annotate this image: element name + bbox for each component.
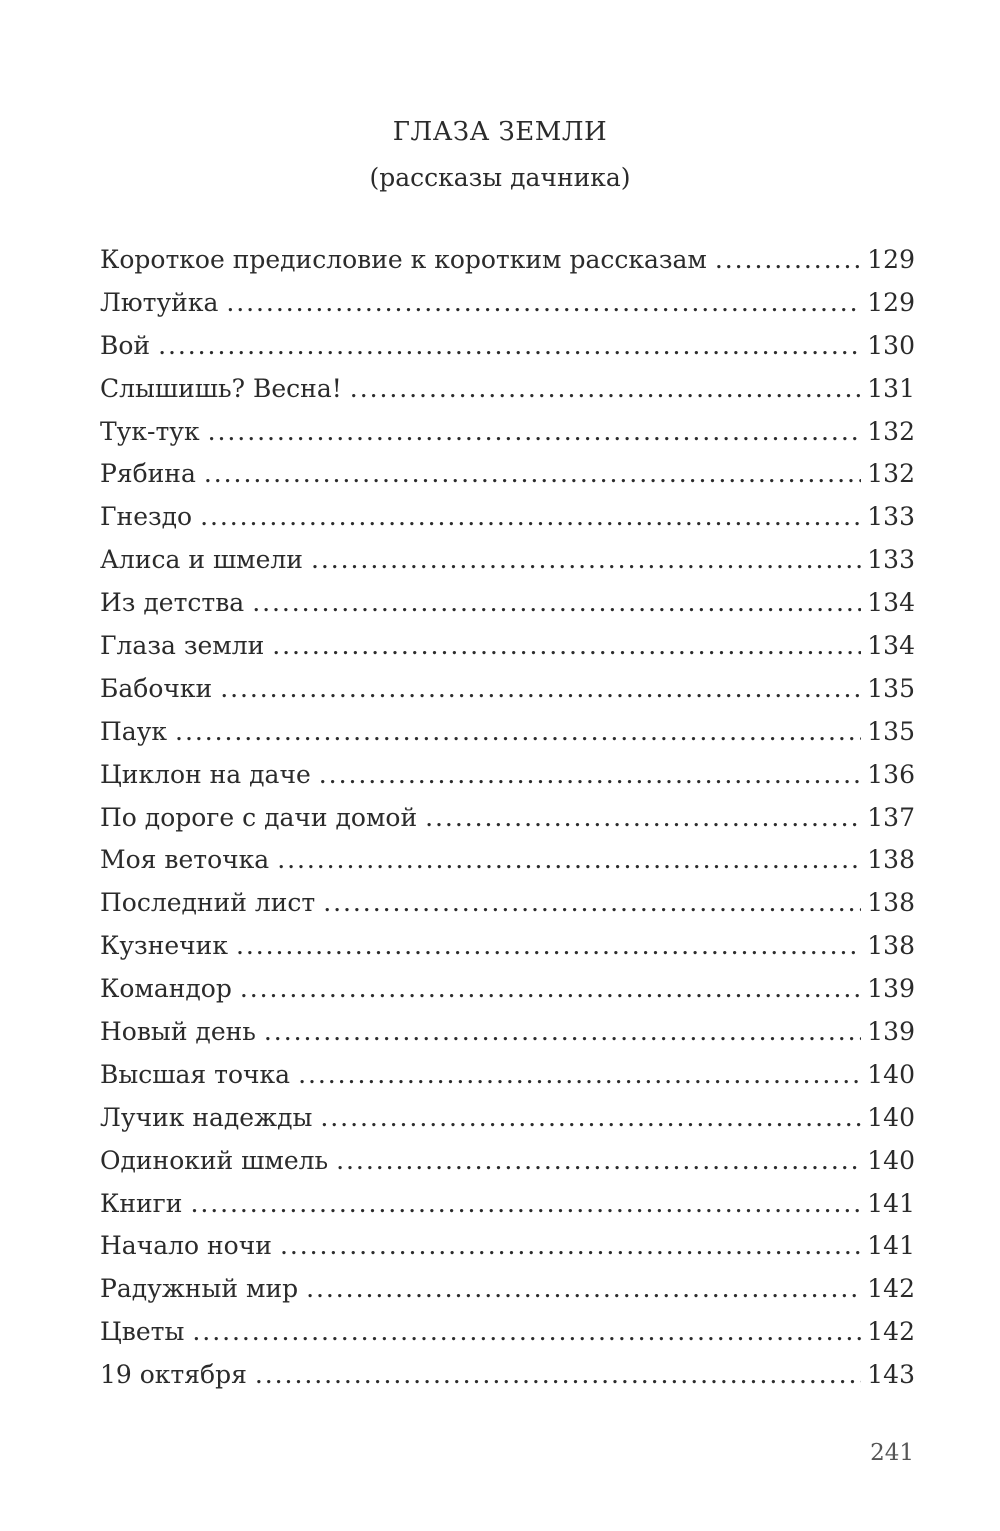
toc-dot-leader: [272, 625, 861, 668]
toc-dot-leader: [226, 282, 861, 325]
toc-dot-leader: [323, 882, 861, 925]
toc-entry: [100, 1354, 915, 1397]
toc-entry: [100, 625, 915, 668]
toc-dot-leader: [208, 411, 862, 454]
toc-entry: [100, 496, 915, 539]
toc-dot-leader: [158, 325, 861, 368]
toc-entry-page: 130: [867, 330, 915, 360]
toc-entry: [100, 1054, 915, 1097]
toc-dot-leader: [298, 1054, 861, 1097]
toc-entry-page: 143: [867, 1360, 915, 1390]
toc-entry-title: Лучик надежды: [100, 1102, 313, 1132]
section-subtitle: (рассказы дачника): [369, 163, 631, 192]
toc-entry: [100, 582, 915, 625]
toc-entry-page: 142: [867, 1274, 915, 1304]
page-number: 241: [870, 1440, 914, 1466]
toc-entry: [100, 411, 915, 454]
toc-entry-page: 134: [867, 588, 915, 618]
toc-dot-leader: [320, 1097, 861, 1140]
toc-entry: [100, 968, 915, 1011]
toc-entry-title: Лютуйка: [100, 287, 219, 317]
toc-entry: [100, 1311, 915, 1354]
toc-entry: [100, 882, 915, 925]
toc-entry-title: Тук-тук: [100, 416, 200, 446]
toc-dot-leader: [192, 1311, 861, 1354]
toc-entry-page: 133: [867, 502, 915, 532]
toc-entry-page: 132: [867, 459, 915, 489]
toc-entry: [100, 1140, 915, 1183]
toc-dot-leader: [715, 239, 861, 282]
toc-dot-leader: [336, 1140, 861, 1183]
toc-dot-leader: [311, 539, 861, 582]
toc-entry: [100, 239, 915, 282]
toc-dot-leader: [190, 1183, 861, 1226]
toc-entry-title: Гнездо: [100, 502, 193, 532]
toc-entry-title: Новый день: [100, 1017, 256, 1047]
toc-entry-title: Рябина: [100, 459, 196, 489]
toc-entry: [100, 754, 915, 797]
toc-dot-leader: [255, 1354, 861, 1397]
toc-entry: [100, 668, 915, 711]
toc-entry-page: 134: [867, 631, 915, 661]
table-of-contents: [100, 239, 915, 1397]
toc-dot-leader: [350, 368, 861, 411]
toc-entry-title: Кузнечик: [100, 931, 228, 961]
toc-dot-leader: [220, 668, 861, 711]
toc-dot-leader: [200, 496, 861, 539]
toc-dot-leader: [204, 453, 861, 496]
toc-entry: [100, 797, 915, 840]
toc-entry-title: Циклон на даче: [100, 759, 311, 789]
toc-entry-title: Радужный мир: [100, 1274, 299, 1304]
toc-entry-page: 141: [867, 1231, 915, 1261]
toc-dot-leader: [264, 1011, 861, 1054]
toc-entry-page: 138: [867, 888, 915, 918]
toc-entry: [100, 1268, 915, 1311]
toc-entry-page: 133: [867, 545, 915, 575]
toc-entry-title: Слышишь? Весна!: [100, 373, 342, 403]
toc-entry-title: Алиса и шмели: [100, 545, 303, 575]
toc-entry: [100, 839, 915, 882]
toc-entry-title: Глаза земли: [100, 631, 265, 661]
toc-entry-page: 129: [867, 245, 915, 274]
toc-entry-page: 139: [867, 974, 915, 1004]
toc-entry-title: Паук: [100, 716, 168, 746]
toc-entry-page: 138: [867, 931, 915, 961]
toc-entry-title: Начало ночи: [100, 1231, 272, 1261]
toc-entry-title: Командор: [100, 974, 232, 1004]
toc-entry: [100, 1225, 915, 1268]
toc-dot-leader: [240, 968, 861, 1011]
toc-entry-page: 136: [867, 759, 915, 789]
toc-entry-title: Короткое предисловие к коротким рассказам: [100, 245, 707, 274]
toc-entry-title: Одинокий шмель: [100, 1145, 329, 1175]
toc-entry: [100, 368, 915, 411]
toc-entry: [100, 1097, 915, 1140]
toc-entry: [100, 1011, 915, 1054]
toc-entry-page: 138: [867, 845, 915, 875]
toc-entry-page: 139: [867, 1017, 915, 1047]
toc-entry: [100, 711, 915, 754]
toc-dot-leader: [175, 711, 861, 754]
toc-entry-page: 131: [867, 373, 915, 403]
toc-entry-page: 135: [867, 673, 915, 703]
toc-entry: [100, 325, 915, 368]
toc-entry-title: Бабочки: [100, 673, 213, 703]
toc-entry-title: Последний лист: [100, 888, 316, 918]
toc-entry: [100, 539, 915, 582]
toc-entry-page: 135: [867, 716, 915, 746]
toc-dot-leader: [425, 797, 861, 840]
toc-entry-page: 140: [867, 1145, 915, 1175]
toc-entry: [100, 453, 915, 496]
toc-entry: [100, 282, 915, 325]
toc-dot-leader: [252, 582, 861, 625]
section-title: ГЛАЗА ЗЕМЛИ: [392, 117, 608, 147]
toc-entry-title: Из детства: [100, 588, 245, 618]
toc-dot-leader: [319, 754, 862, 797]
toc-entry-page: 142: [867, 1317, 915, 1347]
toc-entry-title: Цветы: [100, 1317, 185, 1347]
toc-dot-leader: [277, 839, 861, 882]
toc-entry-title: Книги: [100, 1188, 183, 1218]
toc-dot-leader: [280, 1225, 861, 1268]
toc-dot-leader: [236, 925, 861, 968]
toc-entry: [100, 1183, 915, 1226]
toc-entry-title: Высшая точка: [100, 1059, 291, 1089]
toc-entry-page: 140: [867, 1059, 915, 1089]
toc-entry-title: 19 октября: [100, 1360, 247, 1390]
toc-entry-title: Вой: [100, 330, 151, 360]
toc-entry-page: 129: [867, 287, 915, 317]
toc-dot-leader: [306, 1268, 861, 1311]
toc-entry-title: Моя веточка: [100, 845, 270, 875]
toc-entry-title: По дороге с дачи домой: [100, 802, 418, 832]
toc-entry-page: 140: [867, 1102, 915, 1132]
toc-entry-page: 132: [867, 416, 915, 446]
toc-entry: [100, 925, 915, 968]
toc-entry-page: 141: [867, 1188, 915, 1218]
toc-entry-page: 137: [867, 802, 915, 832]
